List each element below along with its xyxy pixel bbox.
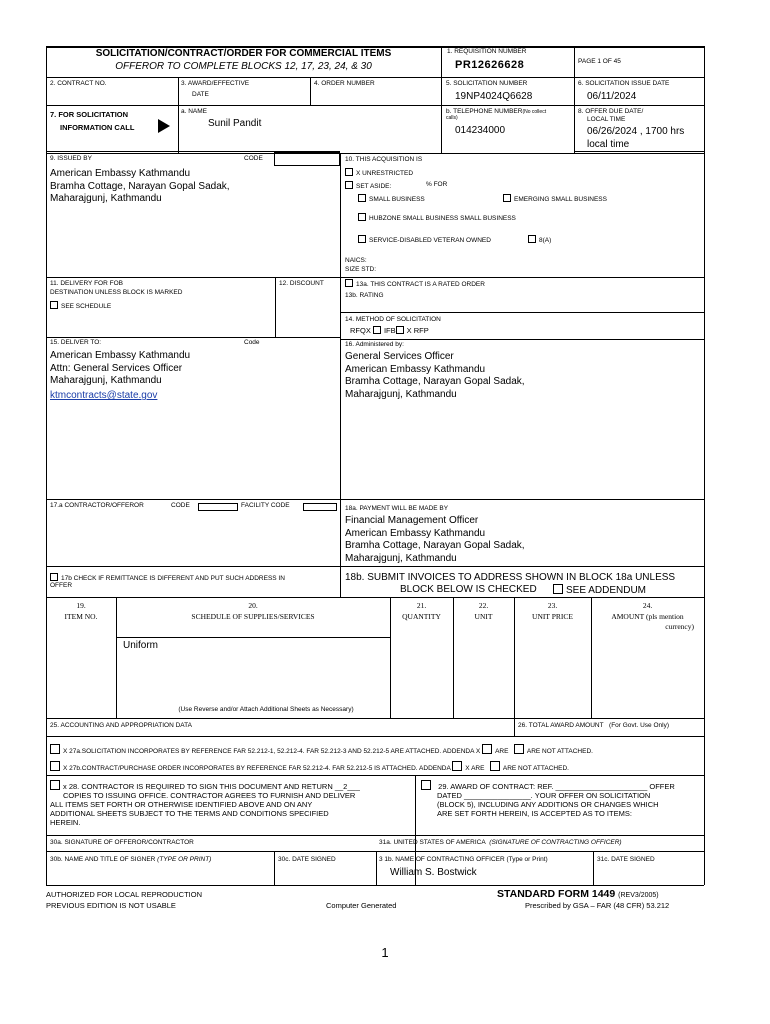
signer-date-label: 30c. DATE SIGNED <box>278 856 336 863</box>
header-amount: AMOUNT (pls mention <box>611 612 684 621</box>
discount-label: 12. DISCOUNT <box>279 280 324 287</box>
clause-27b[interactable]: X 27b.CONTRACT/PURCHASE ORDER INCORPORATES BY REFERENCE FAR 52.212-4. FAR 52.212-5 IS ATTACHED. ADDENDA X ARE ARE NOT ATTACHED. <box>50 761 569 773</box>
authorized-reproduction: AUTHORIZED FOR LOCAL REPRODUCTION <box>46 890 202 899</box>
header-amount-2: currency) <box>665 622 694 631</box>
telephone-number: 014234000 <box>455 125 506 136</box>
size-std-label: SIZE STD: <box>345 266 377 273</box>
payment-address: Financial Management Officer American Embassy Kathmandu Bramha Cottage, Narayan Gopal Sadak, Maharajgunj, Kathmandu <box>345 515 525 564</box>
8a-option[interactable]: 8(A) <box>528 235 551 245</box>
set-aside-percent: % FOR <box>426 181 448 188</box>
hubzone-option[interactable]: HUBZONE SMALL BUSINESS SMALL BUSINESS <box>358 213 516 223</box>
remittance-option[interactable]: 17b CHECK IF REMITTANCE IS DIFFERENT AND PUT SUCH ADDRESS IN <box>50 573 285 583</box>
see-schedule-option[interactable]: SEE SCHEDULE <box>50 301 111 311</box>
award-date-label: 3. AWARD/EFFECTIVE <box>181 80 250 87</box>
rating-label: 13b. RATING <box>345 292 384 299</box>
contractor-code-field[interactable] <box>198 503 238 511</box>
telephone-label: b. TELEPHONE NUMBER(No collect <box>446 108 547 115</box>
checkbox-icon[interactable] <box>345 279 353 287</box>
checkbox-icon[interactable] <box>553 584 563 594</box>
checkbox-icon[interactable] <box>514 744 524 754</box>
deliver-to-address: American Embassy Kathmandu Attn: General Services Officer Maharajgunj, Kathmandu <box>50 350 191 386</box>
clause-29: 29. AWARD OF CONTRACT: REF. ______________________ OFFER DATED ________________. YOUR OFFER ON SOLICITATION (BLOCK 5), INCLUDING ANY ADDITIONS OR CHANGES WHICH ARE SET FORTH HEREIN, IS ACCEPTED AS TO ITEMS: <box>421 780 675 818</box>
method-label: 14. METHOD OF SOLICITATION <box>345 316 441 323</box>
standard-form-number: STANDARD FORM 1449 (REV3/2005) <box>497 888 659 900</box>
remittance-label-2: OFFER <box>50 582 73 589</box>
header-unit: UNIT <box>474 612 493 621</box>
facility-code-field[interactable] <box>303 503 337 511</box>
invoice-instruction-2: BLOCK BELOW IS CHECKED <box>400 584 537 595</box>
facility-code-label: FACILITY CODE <box>241 502 290 509</box>
page-number: 1 <box>381 945 389 960</box>
delivery-label-2: DESTINATION UNLESS BLOCK IS MARKED <box>50 289 183 296</box>
checkbox-icon[interactable] <box>345 181 353 189</box>
previous-edition-note: PREVIOUS EDITION IS NOT USABLE <box>46 901 176 910</box>
set-aside-option[interactable]: SET ASIDE: <box>345 181 391 191</box>
contractor-label: 17.a CONTRACTOR/OFFEROR <box>50 502 144 509</box>
emerging-business-option[interactable]: EMERGING SMALL BUSINESS <box>503 194 607 204</box>
telephone-note: calls) <box>446 115 458 121</box>
checkbox-icon[interactable] <box>50 761 60 771</box>
total-award-label: 26. TOTAL AWARD AMOUNT (For Govt. Use Only) <box>518 722 669 729</box>
info-call-label: 7. FOR SOLICITATION <box>50 110 129 119</box>
delivery-label: 11. DELIVERY FOR FOB <box>50 280 123 287</box>
checkbox-icon[interactable] <box>482 744 492 754</box>
sdvo-option[interactable]: SERVICE-DISABLED VETERAN OWNED <box>358 235 491 245</box>
checkbox-icon[interactable] <box>490 761 500 771</box>
clause-28: x 28. CONTRACTOR IS REQUIRED TO SIGN THIS DOCUMENT AND RETURN __2___ COPIES TO ISSUING OFFICE. CONTRACTOR AGREES TO FURNISH AND DELIVER ALL ITEMS SET FORTH OR OTHERWISE IDENTIFIED ABOVE AND ON ANY ADDITIONAL SHEETS SUBJECT TO THE TERMS AND CONDITIONS SPECIFIED HEREIN. <box>50 782 360 827</box>
requisition-label: 1. REQUISITION NUMBER <box>447 48 527 55</box>
acquisition-label: 10. THIS ACQUISITION IS <box>345 156 423 163</box>
checkbox-icon[interactable] <box>50 744 60 754</box>
order-number-label: 4. ORDER NUMBER <box>314 80 375 87</box>
unrestricted-option[interactable]: X UNRESTRICTED <box>345 168 413 178</box>
administered-by-address: General Services Officer American Embassy Kathmandu Bramha Cottage, Narayan Gopal Sadak, Maharajgunj, Kathmandu <box>345 351 525 400</box>
page-count: PAGE 1 OF 45 <box>578 58 621 65</box>
accounting-label: 25. ACCOUNTING AND APPROPRIATION DATA <box>50 722 192 729</box>
checkbox-icon[interactable] <box>421 780 431 790</box>
issue-date: 06/11/2024 <box>587 91 637 102</box>
header-unit-price: UNIT PRICE <box>532 612 573 621</box>
header-supplies: SCHEDULE OF SUPPLIES/SERVICES <box>191 612 315 621</box>
contractor-code-label: CODE <box>171 502 190 509</box>
clause-27a[interactable]: X 27a.SOLICITATION INCORPORATES BY REFERENCE FAR 52.212-1, 52.212-4. FAR 52.212-3 AND 52.212-5 ARE ATTACHED. ADDENDA X ARE ARE NOT ATTACHED. <box>50 744 593 756</box>
info-call-label-2: INFORMATION CALL <box>60 123 135 132</box>
issued-code-label: CODE <box>244 155 263 162</box>
checkbox-icon[interactable] <box>452 761 462 771</box>
naics-label: NAICS: <box>345 257 367 264</box>
offer-due-time: local time <box>587 139 630 150</box>
computer-generated-note: Computer Generated <box>326 901 397 910</box>
method-options[interactable]: RFQX IFB X RFP <box>350 326 429 335</box>
payment-label: 18a. PAYMENT WILL BE MADE BY <box>345 505 449 512</box>
arrow-right-icon <box>158 119 170 133</box>
schedule-note: (Use Reverse and/or Attach Additional Sheets as Necessary) <box>178 706 354 713</box>
deliver-to-code-label: Code <box>244 339 260 346</box>
checkbox-icon[interactable] <box>396 326 404 334</box>
contract-no-label: 2. CONTRACT NO. <box>50 80 107 87</box>
header-quantity: QUANTITY <box>402 612 441 621</box>
issue-date-label: 6. SOLICITATION ISSUE DATE <box>578 80 670 87</box>
solicitation-number-label: 5. SOLICITATION NUMBER <box>446 80 528 87</box>
checkbox-icon[interactable] <box>50 573 58 581</box>
officer-name: William S. Bostwick <box>390 867 477 878</box>
deliver-to-label: 15. DELIVER TO: <box>50 339 102 346</box>
header-item-no: ITEM NO. <box>64 612 98 621</box>
contracts-email-link[interactable]: ktmcontracts@state.gov <box>50 390 158 401</box>
contact-name-label: a. NAME <box>181 108 208 115</box>
form-subtitle: OFFEROR TO COMPLETE BLOCKS 12, 17, 23, 24, & 30 <box>115 61 372 72</box>
prescribed-by-note: Prescribed by GSA – FAR (48 CFR) 53.212 <box>525 901 670 910</box>
schedule-item-description: Uniform <box>123 640 159 651</box>
checkbox-icon[interactable] <box>345 168 353 176</box>
checkbox-icon[interactable] <box>503 194 511 202</box>
issued-code-field[interactable] <box>274 152 340 166</box>
checkbox-icon[interactable] <box>358 235 366 243</box>
issued-by-label: 9. ISSUED BY <box>50 155 92 162</box>
checkbox-icon[interactable] <box>358 213 366 221</box>
checkbox-icon[interactable] <box>373 326 381 334</box>
offer-due-label: 8. OFFER DUE DATE/ <box>578 108 644 115</box>
checkbox-icon[interactable] <box>50 780 60 790</box>
officer-name-label: 3 1b. NAME OF CONTRACTING OFFICER (Type or Print) <box>379 856 548 863</box>
checkbox-icon[interactable] <box>358 194 366 202</box>
form-title: SOLICITATION/CONTRACT/ORDER FOR COMMERCIAL ITEMS <box>95 48 392 59</box>
requisition-number: PR12626628 <box>455 59 525 71</box>
solicitation-number: 19NP4024Q6628 <box>455 91 533 102</box>
small-business-option[interactable]: SMALL BUSINESS <box>358 194 425 204</box>
offer-due-label-2: LOCAL TIME <box>587 116 626 123</box>
administered-by-label: 16. Administered by: <box>345 341 404 348</box>
offer-due-date: 06/26/2024 , 1700 hrs <box>587 126 685 137</box>
checkbox-icon[interactable] <box>50 301 58 309</box>
award-date-label-2: DATE <box>192 91 209 98</box>
issued-by-address: American Embassy Kathmandu Bramha Cottage, Narayan Gopal Sadak, Maharajgunj, Kathmandu <box>50 168 230 204</box>
signature-offeror-label: 30a. SIGNATURE OF OFFEROR/CONTRACTOR <box>50 839 194 846</box>
officer-date-label: 31c. DATE SIGNED <box>597 856 655 863</box>
rated-order-option[interactable]: 13a. THIS CONTRACT IS A RATED ORDER <box>345 279 485 289</box>
invoice-instruction: 18b. SUBMIT INVOICES TO ADDRESS SHOWN IN BLOCK 18a UNLESS <box>345 572 676 583</box>
signature-us-label: 31a. UNITED STATES OF AMERICA (SIGNATURE OF CONTRACTING OFFICER) <box>379 839 622 846</box>
checkbox-icon[interactable] <box>528 235 536 243</box>
signer-name-label: 30b. NAME AND TITLE OF SIGNER (TYPE OR PRINT) <box>50 856 212 863</box>
see-addendum-option[interactable]: SEE ADDENDUM <box>553 584 646 598</box>
contact-name: Sunil Pandit <box>208 118 262 129</box>
